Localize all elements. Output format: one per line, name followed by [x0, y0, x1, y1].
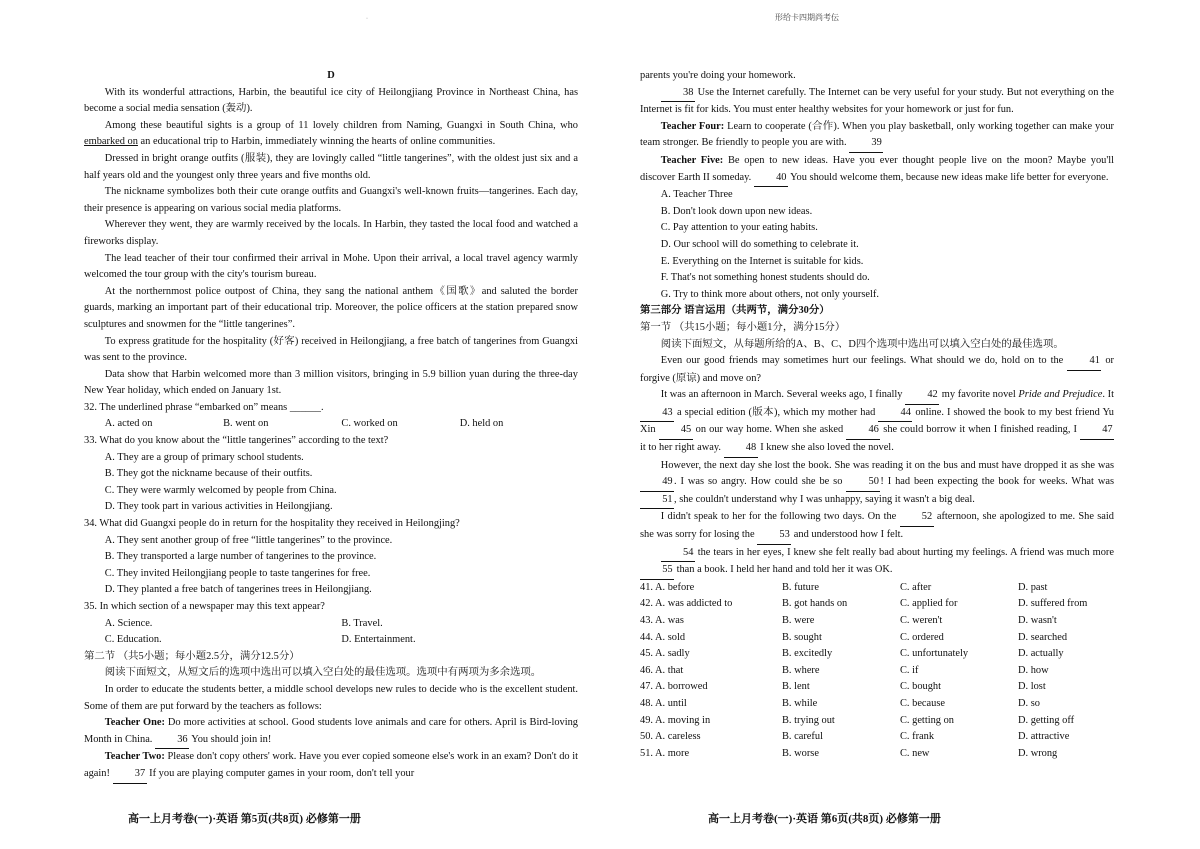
answer-row: 45. A. sadly B. excitedly C. unfortunately D. actually	[640, 648, 1064, 660]
passage-paragraph: The lead teacher of their tour confirmed their arrival in Mohe. Upon their arrival, a local travel agency warmly welcomed the tour group with the city's tourism bureau.	[84, 252, 578, 281]
answer-row: 46. A. that B. where C. if D. how	[640, 664, 1049, 676]
option: C. Education.	[104, 634, 162, 646]
section-instructions: 阅读下面短文，从每题所给的A、B、C、D四个选项中选出可以填入空白处的最佳选项。	[660, 338, 1064, 350]
passage-paragraph: With its wonderful attractions, Harbin, the beautiful ice city of Heilongjiang Province in Northeast China, has become a social media sensation (轰动).	[84, 86, 578, 115]
passage-paragraph: Data show that Harbin welcomed more than 3 million visitors, bringing in 5.9 billion yuan during the three-day New Year holiday, which ended on January 1st.	[84, 368, 578, 397]
underlined-phrase: embarked on	[84, 136, 138, 148]
blank-55: 55	[640, 562, 674, 580]
teacher-five: Teacher Five: Be open to new ideas. Have you ever thought people live on the moon? Maybe you'll discover Earth II someday. 40 You should welcome them, because new ideas make life better for everyone.	[640, 153, 1114, 187]
option: C. worked on	[341, 418, 398, 430]
blank-42: 42	[905, 387, 939, 405]
right-column	[640, 68, 1114, 762]
answer-row: 47. A. borrowed B. lent C. bought D. lost	[640, 681, 1046, 693]
passage-paragraph: parents you're doing your homework.	[640, 70, 796, 81]
option: A. They are a group of primary school students.	[104, 451, 304, 463]
blank-49: 49	[640, 474, 674, 492]
question-32: 32. The underlined phrase “embarked on” means ______.	[84, 401, 324, 413]
page-footer: 高一上月考卷(一)·英语 第5页(共8页) 必修第一册	[128, 813, 361, 825]
option: C. Pay attention to your eating habits.	[660, 222, 818, 234]
option: D. held on	[459, 418, 504, 430]
blank-38: 38	[661, 85, 695, 103]
question-35-options	[84, 616, 578, 633]
option: D. They took part in various activities in Heilongjiang.	[104, 501, 333, 513]
teacher-two: Teacher Two: Please don't copy others' work. Have you ever copied someone else's work in an exam? Don't do it again! 37 If you are playing computer games in your room, don't tell your	[84, 749, 578, 783]
blank-40: 40	[754, 170, 788, 188]
blank-54: 54	[661, 545, 695, 563]
teacher-one: Teacher One: Do more activities at school. Good students love animals and care for others. April is Bird-loving Month in China. 36 You should join in!	[84, 715, 578, 749]
question-32-options	[84, 416, 578, 433]
cloze-paragraph: Even our good friends may sometimes hurt our feelings. What should we do, hold on to the 41 or forgive (原谅) and move on?	[640, 355, 1114, 384]
blank-36: 36	[155, 732, 189, 750]
passage-paragraph: To express gratitude for the hospitality (好客) received in Heilongjiang, a free batch of tangerines from Guangxi was sent to the province.	[84, 335, 578, 364]
part-title: 第三部分 语言运用（共两节，满分30分）	[640, 305, 830, 317]
passage-paragraph: In order to educate the students better, a middle school develops new rules to decide who is the excellent student. Some of them are put forward by the teachers as follows:	[84, 683, 578, 712]
blank-43: 43	[640, 405, 674, 423]
section-title: 第二节 （共5小题；每小题2.5分，满分12.5分）	[84, 650, 300, 662]
passage-paragraph: Among these beautiful sights is a group of 11 lovely children from Naming, Guangxi in South China, who embarked on an educational trip to Harbin, immediately winning the hearts of online communities.	[84, 119, 578, 148]
blank-45: 45	[659, 422, 693, 440]
cloze-paragraph: 54 the tears in her eyes, I knew she felt really bad about hurting my feelings. A friend was much more 55 than a book. I held her hand and told her it was OK.	[640, 545, 1114, 580]
blank-48: 48	[724, 440, 758, 458]
passage-heading: D	[327, 70, 335, 81]
question-35: 35. In which section of a newspaper may this text appear?	[84, 601, 325, 612]
option: G. Try to think more about others, not only yourself.	[660, 288, 879, 300]
option: D. Our school will do something to celebrate it.	[660, 238, 859, 250]
scan-dot: ·	[366, 16, 368, 22]
option: B. Travel.	[341, 617, 383, 629]
question-35-options	[84, 632, 578, 649]
answer-row: 49. A. moving in B. trying out C. getting on D. getting off	[640, 714, 1075, 726]
blank-46: 46	[846, 422, 880, 440]
blank-52: 52	[900, 509, 934, 527]
passage-paragraph: At the northernmost police outpost of China, they sang the national anthem《国歌》and saluted the border guards, marking an important part of their educational trip. Moreover, the police officers at the station prepared snow sculptures and snowmen for the “little tangerines”.	[84, 285, 578, 330]
option: C. They were warmly welcomed by people from China.	[104, 484, 337, 496]
blank-39: 39	[849, 135, 883, 153]
answer-row: 51. A. more B. worse C. new D. wrong	[640, 747, 1058, 759]
answer-row: 48. A. until B. while C. because D. so	[640, 697, 1040, 709]
option: B. Don't look down upon new ideas.	[660, 205, 813, 217]
option: E. Everything on the Internet is suitable for kids.	[660, 255, 864, 267]
blank-41: 41	[1067, 353, 1101, 371]
cloze-paragraph: I didn't speak to her for the following two days. On the 52 afternoon, she apologized to me. She said she was sorry for losing the 53 and understood how I felt.	[640, 509, 1114, 544]
blank-44: 44	[878, 405, 912, 423]
answer-row: 50. A. careless B. careful C. frank D. attractive	[640, 731, 1070, 743]
passage-paragraph: 38 Use the Internet carefully. The Internet can be very useful for your study. But not everything on the Internet is fit for kids. You must enter healthy websites for your homework or just for fun.	[640, 86, 1114, 116]
option: A. acted on	[104, 418, 153, 430]
option: B. They transported a large number of tangerines to the province.	[104, 551, 377, 563]
option: B. They got the nickname because of their outfits.	[104, 468, 313, 480]
page-footer: 高一上月考卷(一)·英语 第6页(共8页) 必修第一册	[708, 813, 941, 825]
blank-50: 50	[846, 474, 880, 492]
option: D. Entertainment.	[341, 634, 416, 646]
header-mark: 形给卡四期尚考伝	[775, 13, 839, 22]
answer-row: 42. A. was addicted to B. got hands on C. applied for D. suffered from	[640, 598, 1088, 610]
right-page	[600, 0, 1200, 849]
option: C. They invited Heilongjiang people to taste tangerines for free.	[104, 567, 371, 579]
section-instructions: 阅读下面短文，从短文后的选项中选出可以填入空白处的最佳选项。选项中有两项为多余选项。	[104, 667, 542, 679]
blank-53: 53	[757, 527, 791, 545]
option: A. Teacher Three	[660, 189, 733, 201]
answer-row: 43. A. was B. were C. weren't D. wasn't	[640, 615, 1057, 626]
option: F. That's not something honest students should do.	[660, 272, 870, 284]
answer-row: 41. A. before B. future C. after D. past	[640, 581, 1048, 593]
cloze-paragraph: It was an afternoon in March. Several weeks ago, I finally 42 my favorite novel Pride and Prejudice. It 43 a special edition (版本), which my mother had 44 online. I showed the book to my best friend Yu Xin 45 on our way home. When she asked 46 she could borrow it when I finished reading, I 47 it to her right away. 48 I knew she also loved the novel.	[640, 387, 1114, 457]
passage-paragraph: Dressed in bright orange outfits (服装), they are lovingly called “little tangerines”, with the oldest just six and a half years old and the youngest only three years and five months old.	[84, 152, 578, 181]
cloze-paragraph: However, the next day she lost the book. She was reading it on the bus and must have dropped it as she was 49. I was so angry. How could she be so 50! I had been expecting the book for weeks. What was 51, she couldn't understand why I was unhappy, saying it wasn't a big deal.	[640, 458, 1114, 510]
answer-row: 44. A. sold B. sought C. ordered D. searched	[640, 631, 1068, 643]
answer-options-table	[640, 580, 1114, 763]
left-column	[84, 68, 578, 784]
option: A. Science.	[104, 617, 153, 629]
option: B. went on	[223, 418, 269, 430]
section-title: 第一节 （共15小题；每小题1分，满分15分）	[640, 321, 846, 333]
blank-47: 47	[1080, 422, 1114, 440]
option: A. They sent another group of free “little tangerines” to the province.	[104, 534, 393, 546]
teacher-four: Teacher Four: Learn to cooperate (合作). When you play basketball, only working together can make your team stronger. Be friendly to people you are with. 39	[640, 119, 1114, 153]
blank-51: 51	[640, 492, 674, 510]
question-33: 33. What do you know about the “little tangerines” according to the text?	[84, 435, 389, 447]
option: D. They planted a free batch of tangerines trees in Heilongjiang.	[104, 584, 372, 596]
passage-paragraph: Wherever they went, they are warmly received by the locals. In Harbin, they tasted the local food and watched a fireworks display.	[84, 219, 578, 247]
question-34: 34. What did Guangxi people do in return for the hospitality they received in Heilongjing?	[84, 518, 460, 530]
blank-37: 37	[113, 766, 147, 784]
passage-paragraph: The nickname symbolizes both their cute orange outfits and Guangxi's well-known fruits—tangerines. Each day, their presence is appearing on various social media platforms.	[84, 186, 578, 214]
